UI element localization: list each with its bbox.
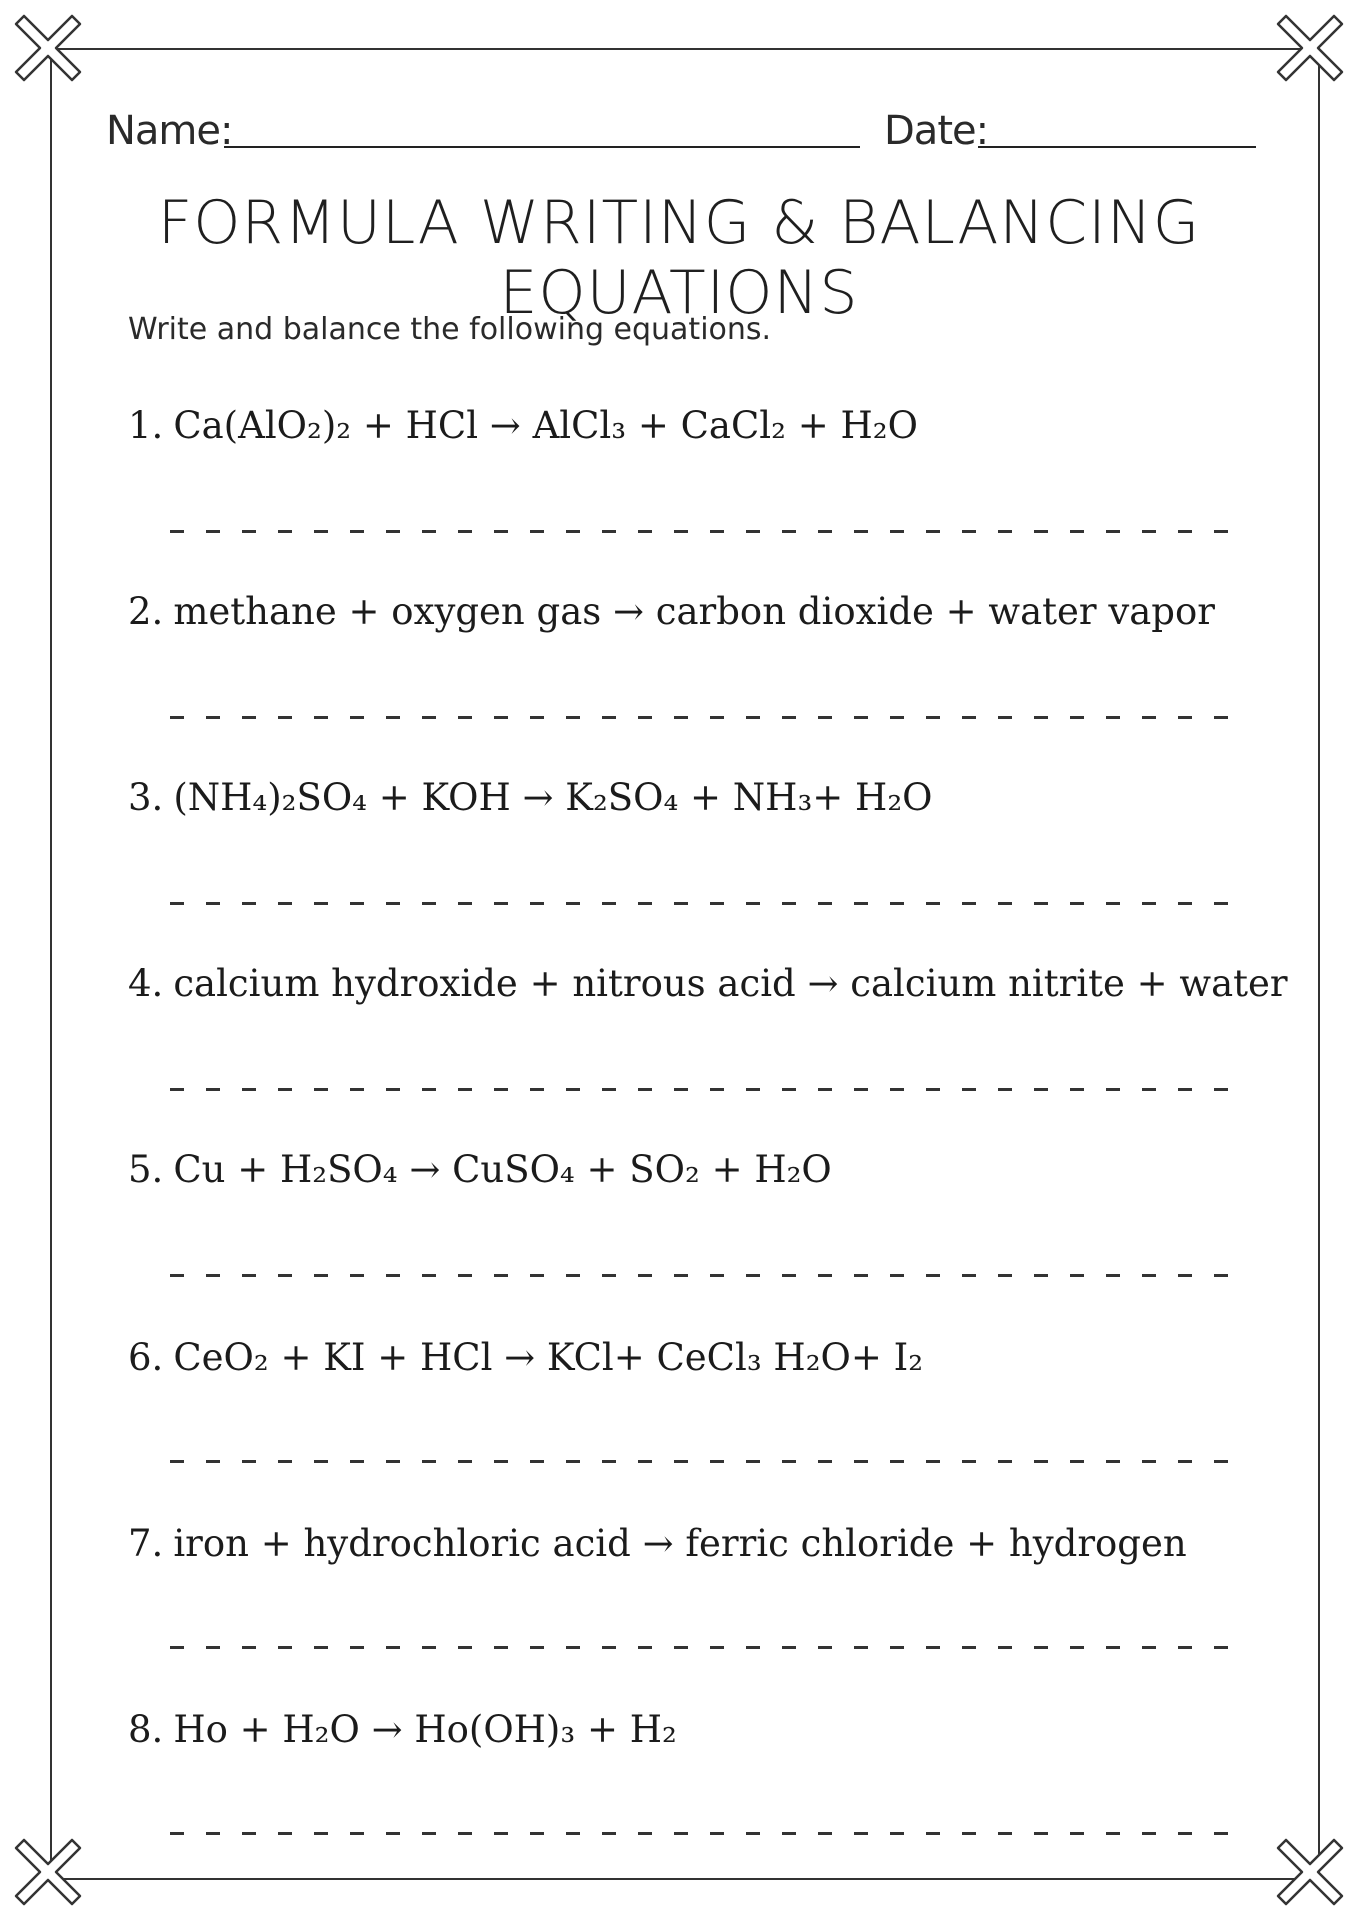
corner-x-icon xyxy=(1272,10,1348,86)
question-1 xyxy=(128,404,918,447)
worksheet-title: FORMULA WRITING & BALANCING EQUATIONS xyxy=(157,188,1201,328)
question-7 xyxy=(128,1522,1187,1565)
question-number: 6. xyxy=(128,1336,164,1379)
date-label: Date: xyxy=(884,108,989,154)
question-8 xyxy=(128,1708,677,1751)
question-number: 1. xyxy=(128,404,164,447)
question-3 xyxy=(128,776,932,819)
question-equation: iron + hydrochloric acid → ferric chloride + hydrogen xyxy=(173,1522,1187,1565)
name-field[interactable] xyxy=(224,146,860,148)
question-equation: Ca(AlO₂)₂ + HCl → AlCl₃ + CaCl₂ + H₂O xyxy=(173,404,918,447)
question-equation: CeO₂ + KI + HCl → KCl+ CeCl₃ H₂O+ I₂ xyxy=(173,1336,924,1379)
answer-line-3[interactable] xyxy=(170,902,1240,905)
header-row xyxy=(106,108,1256,158)
answer-line-7[interactable] xyxy=(170,1646,1240,1649)
question-2 xyxy=(128,590,1215,633)
date-field[interactable] xyxy=(978,146,1256,148)
question-5 xyxy=(128,1148,832,1191)
answer-line-2[interactable] xyxy=(170,716,1240,719)
corner-x-icon xyxy=(10,10,86,86)
answer-line-6[interactable] xyxy=(170,1460,1240,1463)
question-equation: calcium hydroxide + nitrous acid → calcium nitrite + water xyxy=(173,962,1288,1005)
question-number: 7. xyxy=(128,1522,164,1565)
question-number: 2. xyxy=(128,590,164,633)
question-equation: Cu + H₂SO₄ → CuSO₄ + SO₂ + H₂O xyxy=(173,1148,832,1191)
name-label: Name: xyxy=(106,108,233,154)
answer-line-8[interactable] xyxy=(170,1832,1240,1835)
question-equation: (NH₄)₂SO₄ + KOH → K₂SO₄ + NH₃+ H₂O xyxy=(173,776,933,819)
question-number: 8. xyxy=(128,1708,164,1751)
question-6 xyxy=(128,1336,923,1379)
answer-line-1[interactable] xyxy=(170,530,1240,533)
corner-x-icon xyxy=(10,1834,86,1910)
instruction-text: Write and balance the following equations. xyxy=(128,312,772,347)
answer-line-4[interactable] xyxy=(170,1088,1240,1091)
question-number: 4. xyxy=(128,962,164,1005)
question-number: 5. xyxy=(128,1148,164,1191)
question-equation: methane + oxygen gas → carbon dioxide + water vapor xyxy=(173,590,1215,633)
question-4 xyxy=(128,962,1288,1005)
question-equation: Ho + H₂O → Ho(OH)₃ + H₂ xyxy=(173,1708,677,1751)
corner-x-icon xyxy=(1272,1834,1348,1910)
answer-line-5[interactable] xyxy=(170,1274,1240,1277)
question-number: 3. xyxy=(128,776,164,819)
